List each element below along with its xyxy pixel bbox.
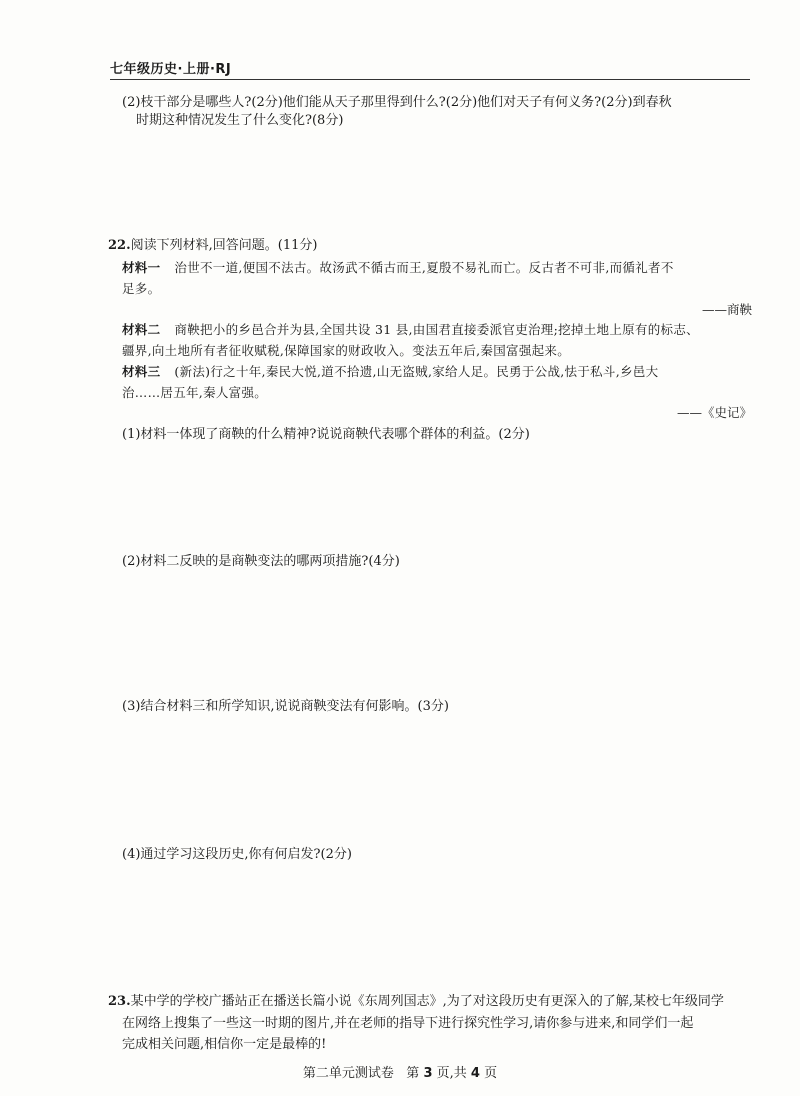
material3-label: 材料三 <box>122 364 161 379</box>
q23-number: 23. <box>108 994 131 1009</box>
material2-label: 材料二 <box>122 322 161 337</box>
q22-sub2: (2)材料二反映的是商鞅变法的哪两项措施?(4分) <box>122 554 400 569</box>
q21-part2-line1: (2)枝干部分是哪些人?(2分)他们能从天子那里得到什么?(2分)他们对天子有何义务?(2分)到春秋 <box>122 95 672 110</box>
material3-text1: (新法)行之十年,秦民大悦,道不拾遗,山无盗贼,家给人足。民勇于公战,怯于私斗,乡邑大 <box>174 364 659 379</box>
q22-heading <box>108 237 317 255</box>
material1-source: ——商鞅 <box>701 302 752 317</box>
q21-part2-line2: 时期这种情况发生了什么变化?(8分) <box>136 113 344 128</box>
material1-label: 材料一 <box>122 260 161 275</box>
q23-text1: 某中学的学校广播站正在播送长篇小说《东周列国志》,为了对这段历史有更深入的了解,某校七年级同学 <box>130 994 724 1009</box>
footer-page-prefix: 第 <box>406 1066 420 1081</box>
q22-sub3: (3)结合材料三和所学知识,说说商鞅变法有何影响。(3分) <box>122 699 449 714</box>
footer-page-suffix: 页 <box>484 1066 498 1081</box>
q22-prompt: 阅读下列材料,回答问题。(11分) <box>130 238 318 253</box>
page-footer <box>0 1062 800 1081</box>
footer-page-current: 3 <box>423 1066 433 1081</box>
footer-unit: 第二单元测试卷 <box>302 1066 394 1081</box>
material2-text1: 商鞅把小的乡邑合并为县,全国共设 31 县,由国君直接委派官吏治理;挖掉土地上原有的标志、 <box>174 322 699 337</box>
header-title: 七年级历史·上册·RJ <box>110 62 232 77</box>
q22-number: 22. <box>108 238 131 253</box>
footer-page-total: 4 <box>470 1066 480 1081</box>
material2-line1 <box>122 321 699 339</box>
material2-line2: 疆界,向土地所有者征收赋税,保障国家的财政收入。变法五年后,秦国富强起来。 <box>122 343 571 358</box>
material3-source: ——《史记》 <box>676 405 752 420</box>
q23-line2: 在网络上搜集了一些这一时期的图片,并在老师的指导下进行探究性学习,请你参与进来,和同学们一起 <box>122 1016 694 1031</box>
header-divider <box>110 79 750 80</box>
q23-line3: 完成相关问题,相信你一定是最棒的! <box>122 1037 327 1052</box>
q22-sub4: (4)通过学习这段历史,你有何启发?(2分) <box>122 847 352 862</box>
material1-line2: 足多。 <box>122 281 161 296</box>
q23-line1 <box>108 993 724 1011</box>
footer-page-mid: 页,共 <box>436 1066 467 1081</box>
material3-line1 <box>122 363 658 381</box>
material1-line1 <box>122 259 674 277</box>
material3-line2: 治……居五年,秦人富强。 <box>122 385 268 400</box>
q22-sub1: (1)材料一体现了商鞅的什么精神?说说商鞅代表哪个群体的利益。(2分) <box>122 427 530 442</box>
material1-text1: 治世不一道,便国不法古。故汤武不循古而王,夏殷不易礼而亡。反古者不可非,而循礼者不 <box>174 260 674 275</box>
